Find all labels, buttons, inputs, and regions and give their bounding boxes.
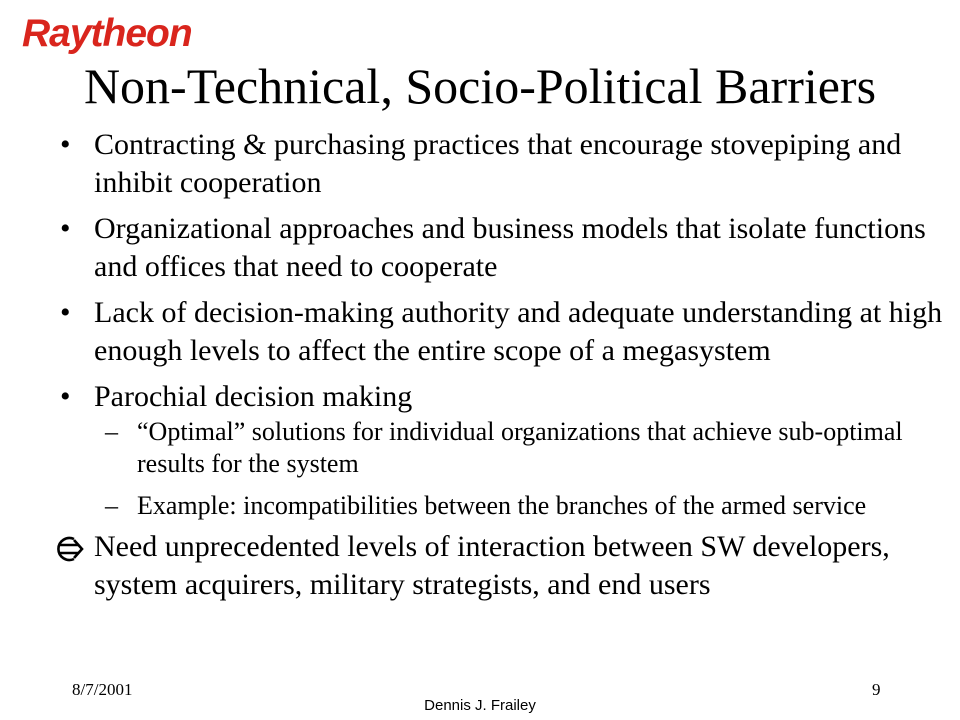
- bullet-item: [0, 126, 960, 202]
- bullet-dot-icon: •: [60, 296, 71, 329]
- conclusion-item: [0, 528, 960, 604]
- footer-author: Dennis J. Frailey: [424, 697, 536, 714]
- dash-marker: –: [105, 417, 118, 446]
- sub-bullet-item: [0, 490, 960, 522]
- raytheon-logo: Raytheon: [22, 12, 192, 55]
- bullet-item: [0, 378, 960, 416]
- bullet-dot-icon: •: [60, 380, 71, 413]
- page-number: 9: [872, 680, 881, 699]
- sub-bullet-text: “Optimal” solutions for individual organizations that achieve sub-optimal results for the system: [137, 417, 903, 478]
- slide-title: Non-Technical, Socio-Political Barriers: [83, 58, 877, 114]
- sub-bullet-item: [0, 416, 960, 480]
- bullet-text: Parochial decision making: [94, 380, 413, 413]
- bullet-text: Contracting & purchasing practices that encourage stovepiping and inhibit cooperation: [94, 128, 902, 199]
- footer-date: 8/7/2001: [72, 680, 133, 699]
- bullet-item: [0, 210, 960, 286]
- sub-bullet-text: Example: incompatibilities between the branches of the armed service: [137, 491, 867, 520]
- slide-body: [0, 126, 960, 604]
- bullet-item: [0, 294, 960, 370]
- bullet-dot-icon: •: [60, 128, 71, 161]
- bullet-dot-icon: •: [60, 212, 71, 245]
- bullet-text: Lack of decision-making authority and adequate understanding at high enough levels to affect the entire scope of a megasystem: [94, 296, 943, 367]
- bullet-text: Organizational approaches and business models that isolate functions and offices that need to cooperate: [94, 212, 926, 283]
- conclusion-text: Need unprecedented levels of interaction between SW developers, system acquirers, military strategists, and end users: [94, 530, 890, 601]
- right-arrow-circle-icon: [52, 534, 84, 572]
- dash-marker: –: [105, 491, 118, 520]
